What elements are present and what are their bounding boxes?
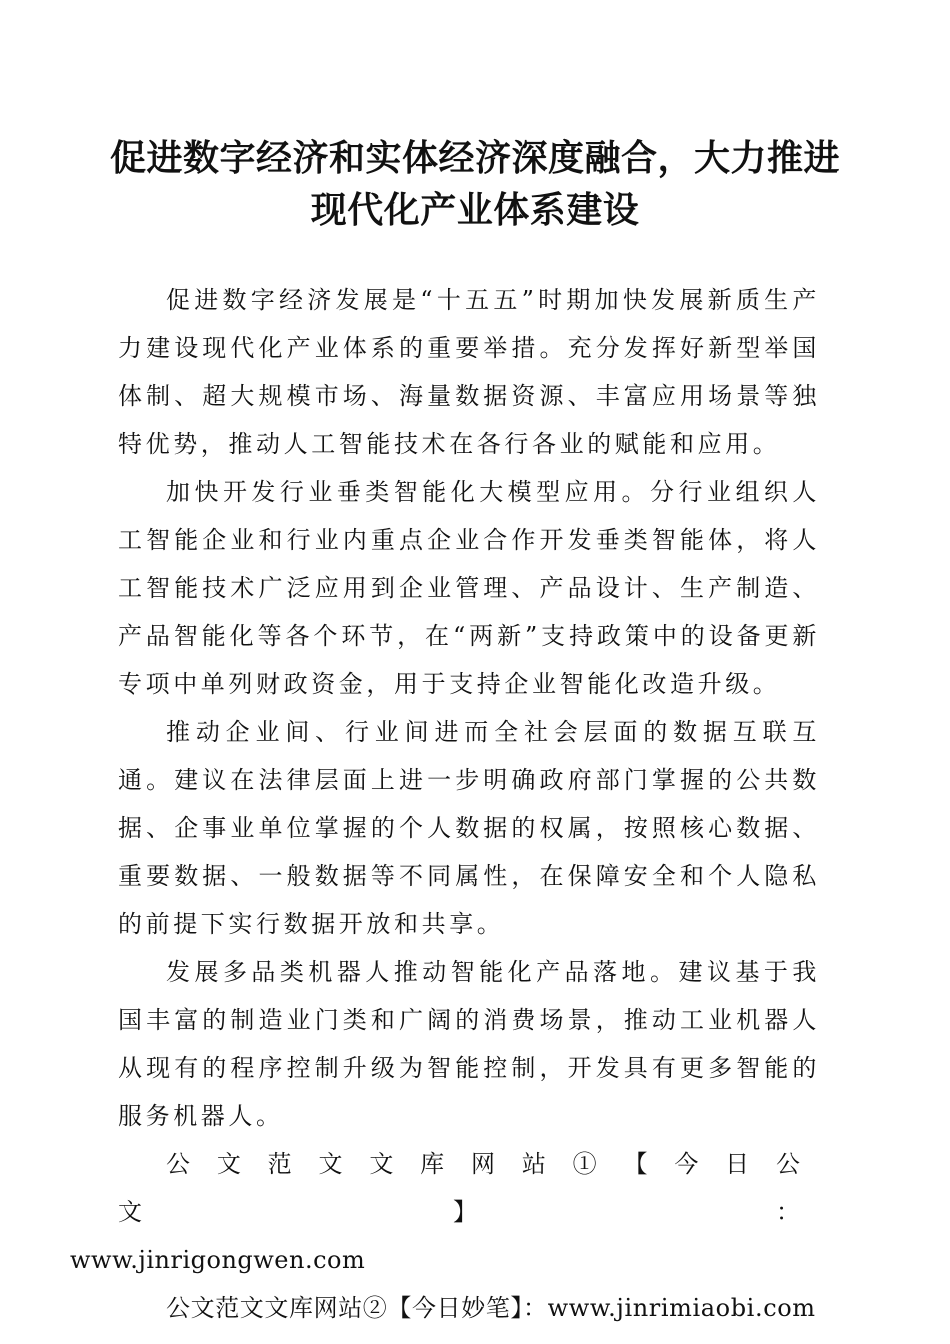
website-reference-2: 公文范文文库网站②【今日妙笔】：www.jinrimiaobi.com — [166, 1294, 816, 1322]
paragraph-3: 推动企业间、行业间进而全社会层面的数据互联互通。建议在法律层面上进一步明确政府部门掌握的公共数据、企事业单位掌握的个人数据的权属，按照核心数据、重要数据、一般数据等不同属性，在保障安全和个人隐私的前提下实行数据开放和共享。 — [118, 718, 820, 938]
paragraph-1: 促进数字经济发展是“十五五”时期加快发展新质生产力建设现代化产业体系的重要举措。充分发挥好新型举国体制、超大规模市场、海量数据资源、丰富应用场景等独特优势，推动人工智能技术在各行各业的赋能和应用。 — [118, 286, 820, 458]
website-1-label: 公文范文文库网站①【今日公文】： — [118, 1150, 820, 1226]
website-reference-1 — [70, 1140, 820, 1284]
title-line-2: 现代化产业体系建设 — [310, 189, 640, 231]
document-body — [70, 276, 820, 1332]
paragraph-2: 加快开发行业垂类智能化大模型应用。分行业组织人工智能企业和行业内重点企业合作开发垂类智能体，将人工智能技术广泛应用到企业管理、产品设计、生产制造、产品智能化等各个环节，在“两新”支持政策中的设备更新专项中单列财政资金，用于支持企业智能化改造升级。 — [118, 478, 820, 698]
paragraph-4: 发展多品类机器人推动智能化产品落地。建议基于我国丰富的制造业门类和广阔的消费场景，推动工业机器人从现有的程序控制升级为智能控制，开发具有更多智能的服务机器人。 — [118, 958, 820, 1130]
title-line-1: 促进数字经济和实体经济深度融合，大力推进 — [109, 137, 840, 179]
website-1-url: www.jinrigongwen.com — [70, 1246, 366, 1274]
document-title — [100, 132, 850, 236]
